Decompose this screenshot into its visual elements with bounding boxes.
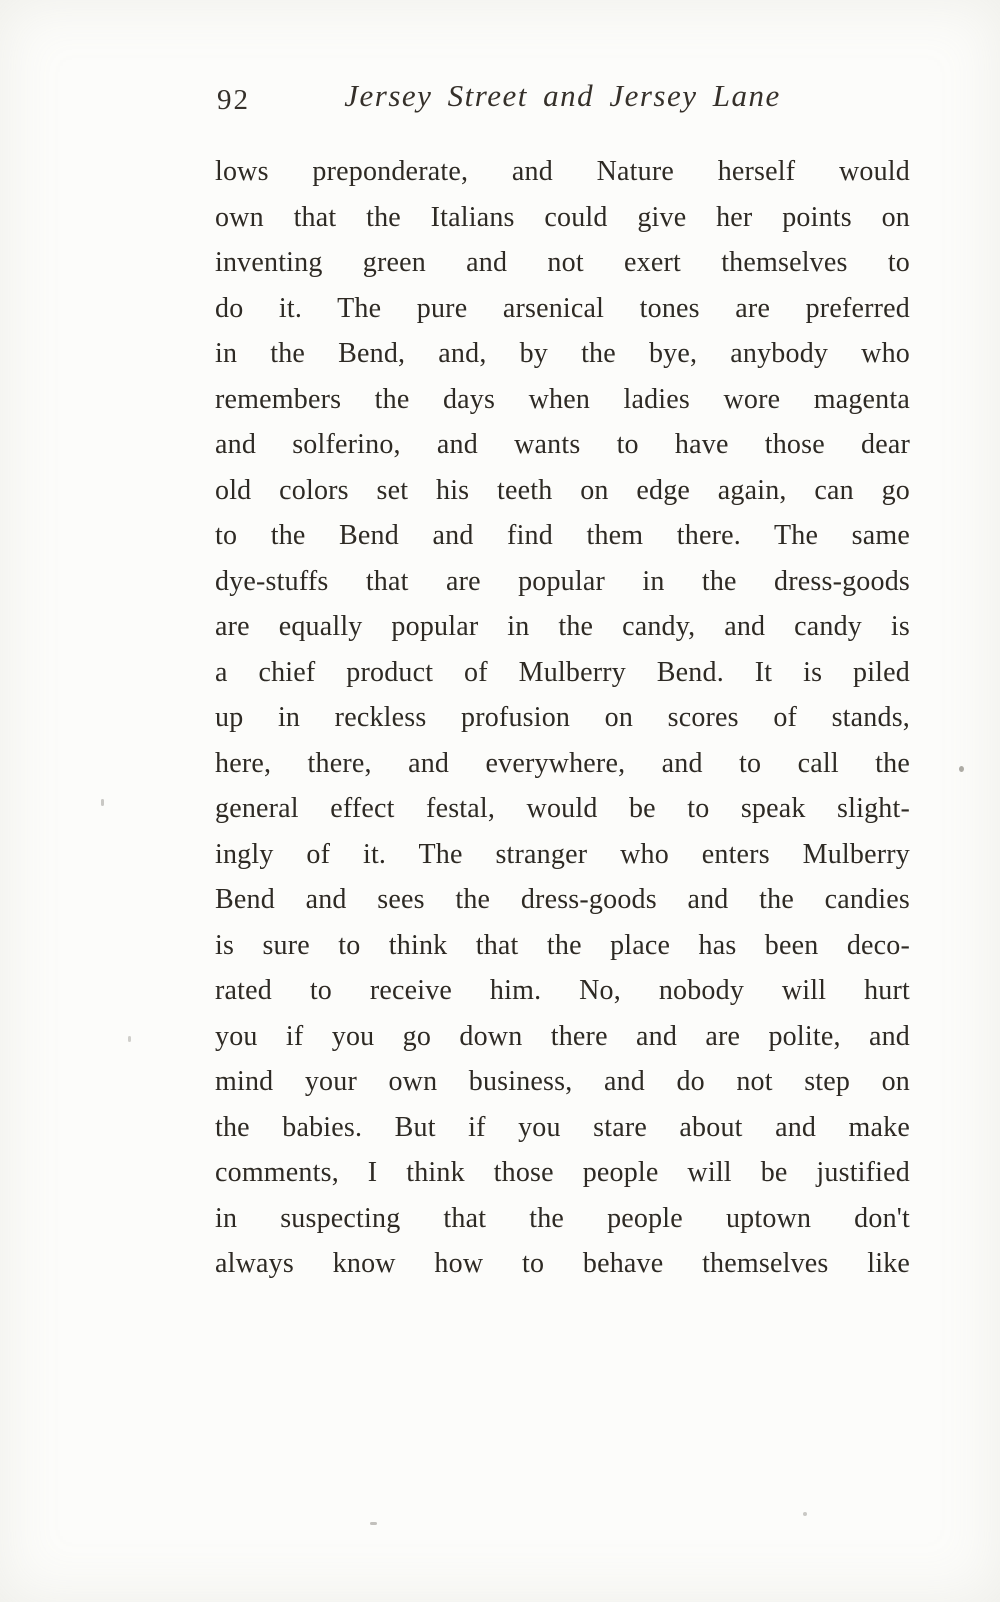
text-line: remembers the days when ladies wore magenta bbox=[215, 383, 910, 415]
text-line: a chief product of Mulberry Bend. It is piled bbox=[215, 656, 910, 688]
text-line: comments, I think those people will be justified bbox=[215, 1157, 910, 1188]
text-line: rated to receive him. No, nobody will hurt bbox=[215, 975, 910, 1006]
text-line: and solferino, and wants to have those dear bbox=[215, 429, 910, 460]
scan-artifact bbox=[101, 799, 104, 806]
text-line: lows preponderate, and Nature herself would bbox=[215, 156, 910, 187]
text-line: own that the Italians could give her points on bbox=[215, 201, 910, 233]
text-line: ingly of it. The stranger who enters Mulberry bbox=[215, 838, 910, 870]
page-header bbox=[215, 78, 910, 124]
text-line: is sure to think that the place has been deco- bbox=[215, 929, 910, 961]
text-line: to the Bend and find them there. The same bbox=[215, 520, 910, 551]
text-line: old colors set his teeth on edge again, can go bbox=[215, 474, 910, 506]
body-text bbox=[215, 149, 910, 1287]
running-title: Jersey Street and Jersey Lane bbox=[344, 78, 781, 113]
text-line: in the Bend, and, by the bye, anybody who bbox=[215, 338, 910, 369]
text-line: are equally popular in the candy, and candy is bbox=[215, 611, 910, 642]
scan-artifact bbox=[370, 1522, 377, 1525]
text-line: Bend and sees the dress-goods and the candies bbox=[215, 884, 910, 915]
text-line: up in reckless profusion on scores of stands, bbox=[215, 702, 910, 733]
text-line: you if you go down there and are polite, and bbox=[215, 1020, 910, 1052]
text-line: always know how to behave themselves like bbox=[215, 1248, 910, 1279]
text-line: the babies. But if you stare about and make bbox=[215, 1111, 910, 1143]
text-line: here, there, and everywhere, and to call the bbox=[215, 747, 910, 779]
scan-artifact bbox=[803, 1512, 807, 1516]
page-number: 92 bbox=[217, 84, 250, 116]
text-line: do it. The pure arsenical tones are preferred bbox=[215, 292, 910, 324]
text-line: inventing green and not exert themselves to bbox=[215, 247, 910, 278]
text-line: general effect festal, would be to speak slight- bbox=[215, 793, 910, 824]
scan-artifact bbox=[959, 766, 964, 772]
text-line: dye-stuffs that are popular in the dress-goods bbox=[215, 565, 910, 597]
text-line: in suspecting that the people uptown don't bbox=[215, 1202, 910, 1234]
scan-artifact bbox=[128, 1036, 131, 1042]
text-line: mind your own business, and do not step on bbox=[215, 1066, 910, 1097]
